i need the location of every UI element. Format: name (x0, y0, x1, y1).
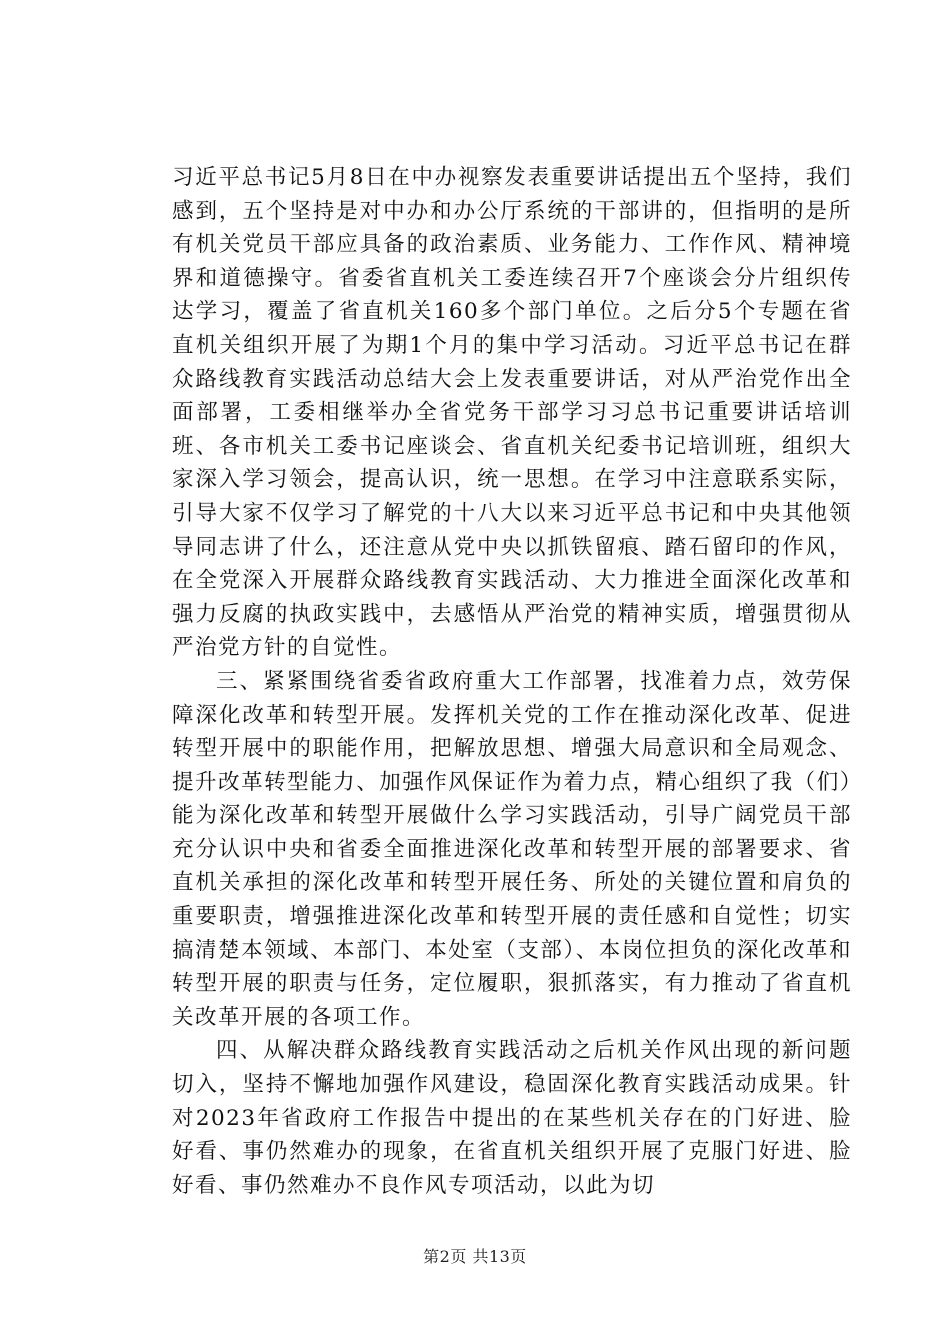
paragraph-study-activities: 习近平总书记5月8日在中办视察发表重要讲话提出五个坚持，我们感到，五个坚持是对中办和办公厅系统的干部讲的，但指明的是所有机关党员干部应具备的政治素质、业务能力、工作作风、精神境界和道德操守。省委省直机关工委连续召开7个座谈会分片组织传达学习，覆盖了省直机关160多个部门单位。之后分5个专题在省直机关组织开展了为期1个月的集中学习活动。习近平总书记在群众路线教育实践活动总结大会上发表重要讲话，对从严治党作出全面部署，工委相继举办全省党务干部学习习总书记重要讲话培训班、各市机关工委书记座谈会、省直机关纪委书记培训班，组织大家深入学习领会，提高认识，统一思想。在学习中注意联系实际，引导大家不仅学习了解党的十八大以来习近平总书记和中央其他领导同志讲了什么，还注意从党中央以抓铁留痕、踏石留印的作风，在全党深入开展群众路线教育实践活动、大力推进全面深化改革和强力反腐的执政实践中，去感悟从严治党的精神实质，增强贯彻从严治党方针的自觉性。 (172, 165, 852, 661)
paragraph-section-three: 三、紧紧围绕省委省政府重大工作部署，找准着力点，效劳保障深化改革和转型开展。发挥机关党的工作在推动深化改革、促进转型开展中的职能作用，把解放思想、增强大局意识和全局观念、提升改革转型能力、加强作风保证作为着力点，精心组织了我（们）能为深化改革和转型开展做什么学习实践活动，引导广阔党员干部充分认识中央和省委全面推进深化改革和转型开展的部署要求、省直机关承担的深化改革和转型开展任务、所处的关键位置和肩负的重要职责，增强推进深化改革和转型开展的责任感和自觉性；切实搞清楚本领域、本部门、本处室（支部）、本岗位担负的深化改革和转型开展的职责与任务，定位履职，狠抓落实，有力推动了省直机关改革开展的各项工作。 (172, 668, 852, 1030)
paragraph-section-four: 四、从解决群众路线教育实践活动之后机关作风出现的新问题切入，坚持不懈地加强作风建设，稳固深化教育实践活动成果。针对2023年省政府工作报告中提出的在某些机关存在的门好进、脸好看、事仍然难办的现象，在省直机关组织开展了克服门好进、脸好看、事仍然难办不良作风专项活动，以此为切 (172, 1038, 852, 1198)
document-body (172, 161, 852, 1202)
page-footer: 第2页 共13页 (423, 1247, 527, 1266)
